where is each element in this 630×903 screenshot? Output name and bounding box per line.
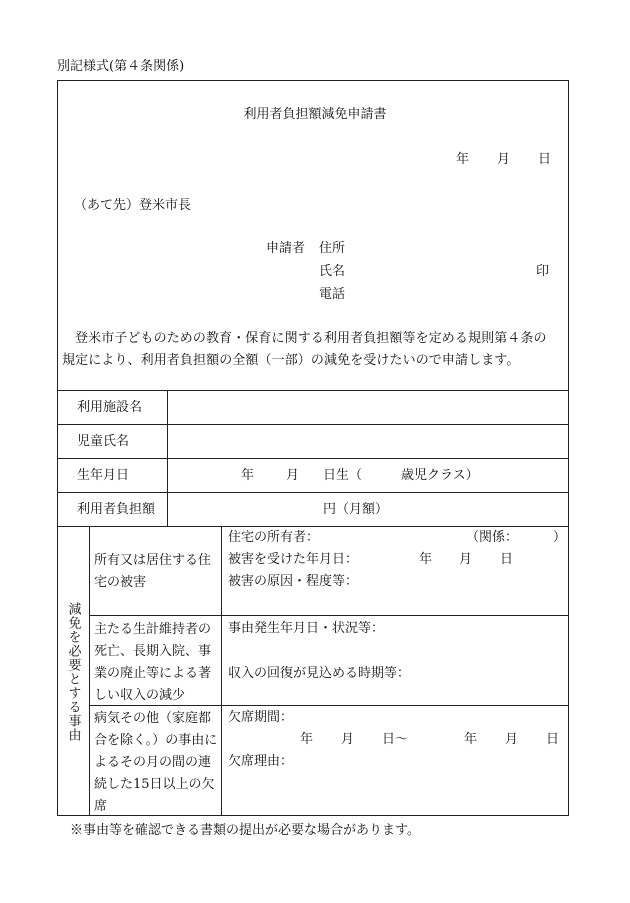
event-date-label: 事由発生年月日・状況等：	[228, 621, 385, 636]
damage-month: 月	[459, 552, 473, 567]
damage-date-label: 被害を受けた年月日：	[228, 552, 359, 567]
applicant-address-label: 住所	[319, 241, 346, 256]
applicant-phone-label: 電話	[319, 287, 346, 302]
applicant-label: 申請者	[266, 241, 306, 256]
damage-cause-label: 被害の原因・程度等：	[228, 574, 359, 589]
divider	[57, 458, 569, 459]
facility-label: 利用施設名	[77, 400, 143, 415]
absence-from-day: 日〜	[382, 732, 409, 747]
absence-from-year: 年	[300, 732, 314, 747]
applicant-name-label: 氏名	[319, 264, 346, 279]
footnote: ※事由等を確認できる書類の提出が必要な場合があります。	[70, 823, 420, 838]
absence-reason-label: 欠席理由：	[228, 754, 294, 769]
fee-label: 利用者負担額	[77, 502, 156, 517]
reason-income-loss: 主たる生計維持者の死亡、長期入院、事業の廃止等による著しい収入の減少	[94, 622, 212, 703]
fee-value: 円（月額）	[323, 502, 389, 517]
divider	[57, 390, 569, 391]
child-name-label: 児童氏名	[77, 434, 130, 449]
relation-close: ）	[553, 530, 567, 545]
damage-day: 日	[500, 552, 514, 567]
absence-to-month: 月	[505, 732, 519, 747]
divider	[57, 424, 569, 425]
request-statement-cont: 規定により、利用者負担額の全額（一部）の減免を受けたいので申請します。	[62, 353, 520, 368]
birth-day: 日生（	[323, 468, 363, 483]
absence-period-label: 欠席期間：	[228, 710, 294, 725]
date-day: 日	[538, 152, 552, 167]
addressee: （あて先）登米市長	[74, 198, 192, 213]
date-year: 年	[456, 152, 470, 167]
recovery-label: 収入の回復が見込める時期等：	[228, 666, 411, 681]
divider	[221, 526, 222, 816]
reason-housing-damage: 所有又は居住する住宅の被害	[94, 553, 212, 590]
seal-mark: 印	[536, 264, 550, 279]
divider	[57, 526, 569, 527]
reason-absence: 病気その他（家庭都合を除く。）の事由によるその月の間の連続した15日以上の欠席	[94, 711, 218, 814]
divider	[89, 526, 90, 816]
age-class: 歳児クラス）	[401, 468, 479, 483]
divider	[167, 390, 168, 526]
request-statement: 登米市子どものための教育・保育に関する利用者負担額等を定める規則第４条の	[75, 331, 547, 346]
page-title: 利用者負担額減免申請書	[243, 107, 387, 122]
reason-section-label: 減免を必要とする事由	[65, 601, 81, 742]
date-month: 月	[497, 152, 511, 167]
absence-from-month: 月	[341, 732, 355, 747]
damage-year: 年	[419, 552, 433, 567]
form-number-label: 別記様式(第４条関係)	[57, 59, 185, 74]
birth-date-label: 生年月日	[77, 468, 130, 483]
house-owner-label: 住宅の所有者：	[228, 530, 320, 545]
birth-year: 年	[241, 468, 255, 483]
divider	[57, 492, 569, 493]
absence-to-day: 日	[546, 732, 560, 747]
absence-to-year: 年	[464, 732, 478, 747]
relation-open: （関係：	[466, 530, 519, 545]
birth-month: 月	[286, 468, 300, 483]
divider	[89, 615, 569, 616]
